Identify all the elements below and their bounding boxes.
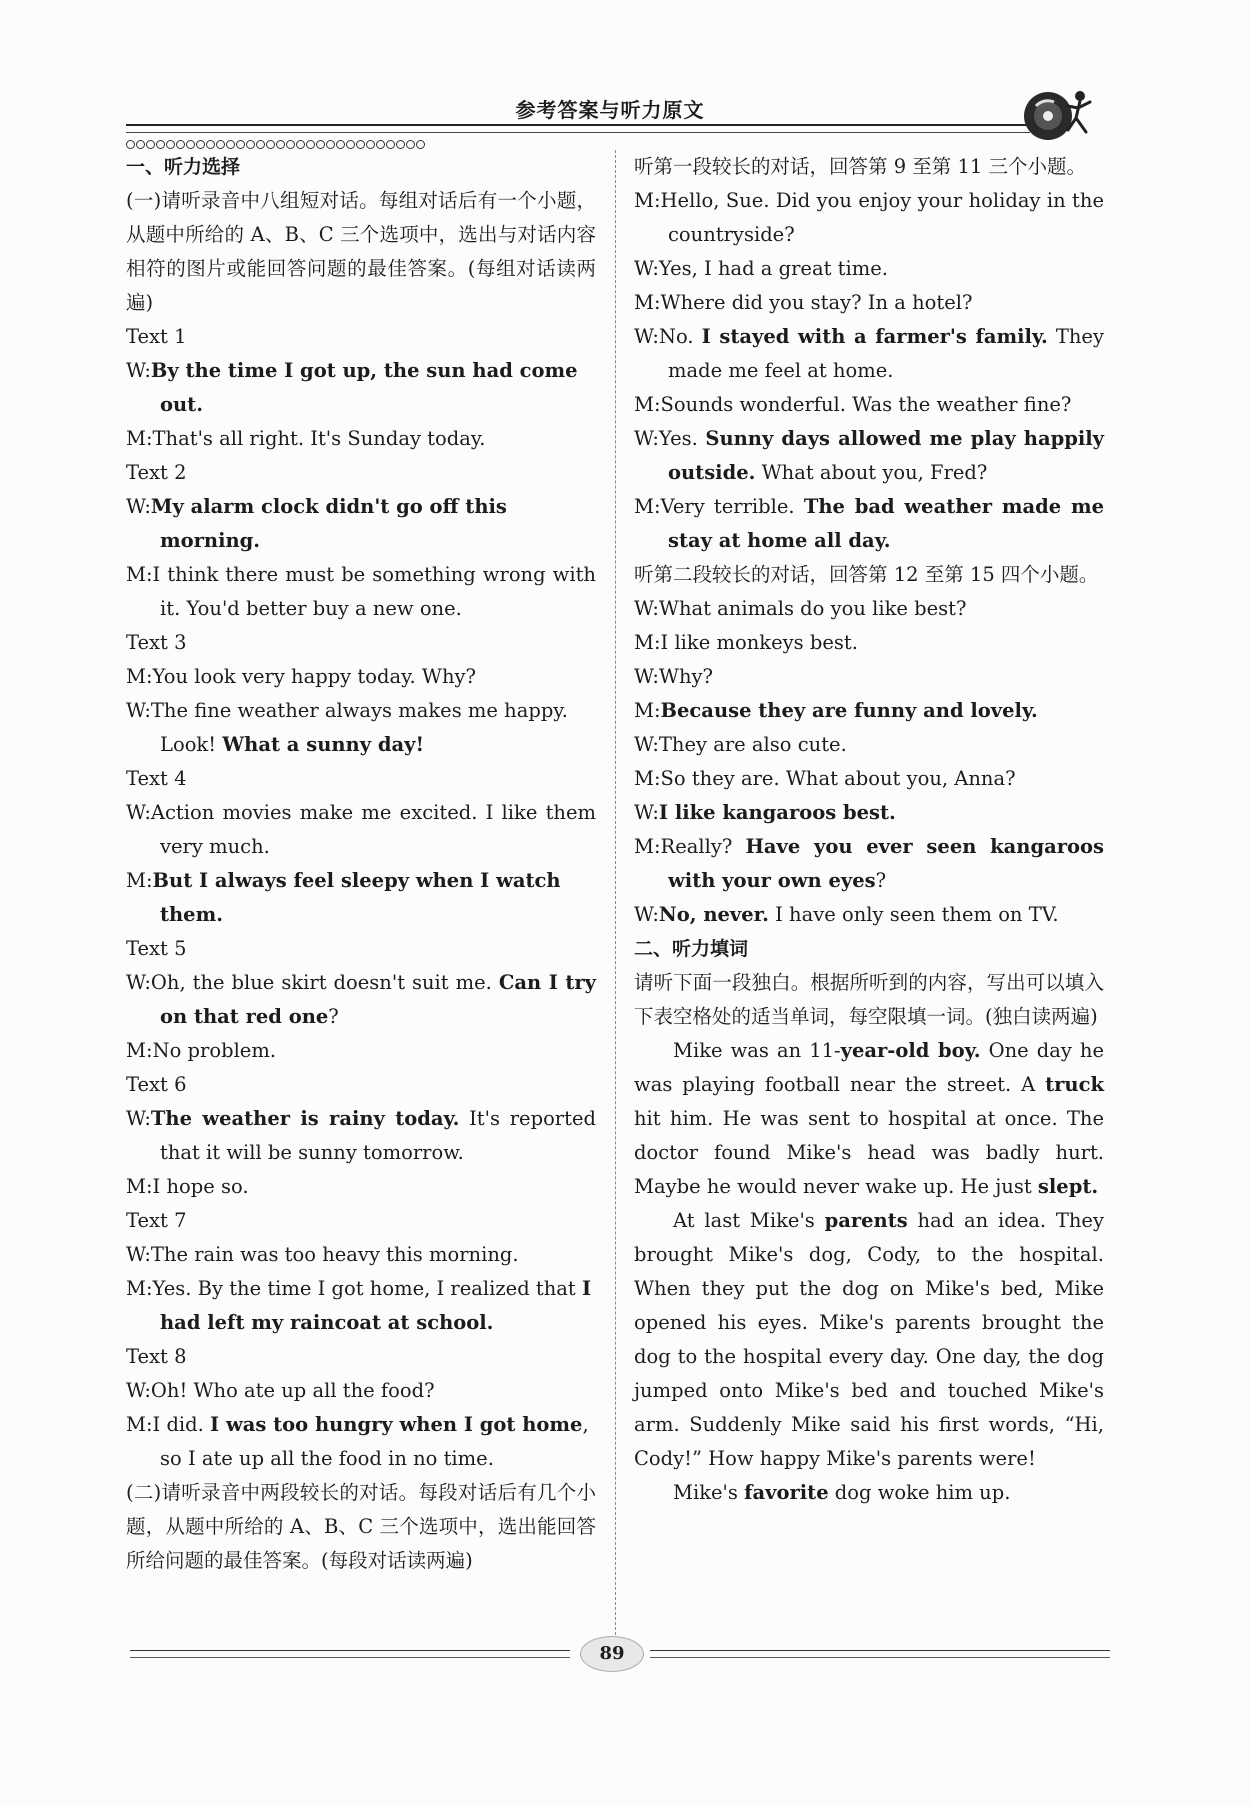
dialogue-line: W:The fine weather always makes me happy. Look! What a sunny day! [126, 699, 568, 756]
dialogue-line: W:Why? [634, 665, 713, 688]
dialogue-line: M:Yes. By the time I got home, I realized that I had left my raincoat at school. [126, 1277, 592, 1334]
dialogue-line: M:Very terrible. The bad weather made me stay at home all day. [634, 495, 1104, 552]
dialogue-intro: 听第一段较长的对话，回答第 9 至第 11 三个小题。 [634, 155, 1087, 178]
dialogue-line: M:I did. I was too hungry when I got home, so I ate up all the food in no time. [126, 1413, 589, 1470]
dialogue-line: M:I hope so. [126, 1175, 249, 1198]
dialogue-line: M:Sounds wonderful. Was the weather fine? [634, 393, 1072, 416]
text-label: Text 1 [126, 325, 187, 348]
left-column [126, 150, 596, 1578]
right-column [634, 150, 1104, 1510]
dialogue-line: W:Yes, I had a great time. [634, 257, 888, 280]
footer-rule-left [130, 1650, 570, 1658]
dialogue-line: W:By the time I got up, the sun had come out. [126, 359, 578, 416]
dialogue-line: W:No, never. I have only seen them on TV. [634, 903, 1059, 926]
dialogue-line: W:No. I stayed with a farmer's family. They made me feel at home. [634, 325, 1104, 382]
section-heading-listening-fill: 二、听力填词 [634, 938, 749, 960]
dialogue-line: M:Where did you stay? In a hotel? [634, 291, 973, 314]
text-label: Text 2 [126, 461, 187, 484]
dialogue-line: W:My alarm clock didn't go off this morning. [126, 495, 507, 552]
footer-rule-right [650, 1650, 1110, 1658]
text-label: Text 4 [126, 767, 187, 790]
header-rule [126, 124, 1030, 133]
monologue-paragraph: Mike's favorite dog woke him up. [673, 1481, 1011, 1504]
dialogue-line: M:You look very happy today. Why? [126, 665, 476, 688]
instruction-part3: 请听下面一段独白。根据所听到的内容，写出可以填入下表空格处的适当单词，每空限填一词。(独白读两遍) [634, 971, 1104, 1028]
dialogue-line: W:I like kangaroos best. [634, 801, 896, 824]
dialogue-line: M:That's all right. It's Sunday today. [126, 427, 486, 450]
cd-figure-logo-icon [1014, 84, 1100, 144]
monologue-paragraph: Mike was an 11-year-old boy. One day he was playing football near the street. A truck hit him. He was sent to hospital at once. The doctor found Mike's head was badly hurt. Maybe he would never wake up. He just slept. [634, 1039, 1104, 1198]
dialogue-line: W:Oh! Who ate up all the food? [126, 1379, 435, 1402]
dialogue-line: M:I think there must be something wrong with it. You'd better buy a new one. [126, 563, 596, 620]
dialogue-line: M:Really? Have you ever seen kangaroos with your own eyes? [634, 835, 1104, 892]
instruction-part2: (二)请听录音中两段较长的对话。每段对话后有几个小题，从题中所给的 A、B、C 三个选项中，选出能回答所给问题的最佳答案。(每段对话读两遍) [126, 1481, 596, 1572]
dialogue-line: M:So they are. What about you, Anna? [634, 767, 1016, 790]
text-label: Text 3 [126, 631, 187, 654]
dialogue-line: W:The rain was too heavy this morning. [126, 1243, 519, 1266]
dialogue-line: W:They are also cute. [634, 733, 847, 756]
header-bead-ornament [126, 134, 456, 146]
text-label: Text 8 [126, 1345, 187, 1368]
monologue-paragraph: At last Mike's parents had an idea. They brought Mike's dog, Cody, to the hospital. When they put the dog on Mike's bed, Mike opened his eyes. Mike's parents brought the dog to the hospital every day. One day, the dog jumped onto Mike's bed and touched Mike's arm. Suddenly Mike said his first words, “Hi, Cody!” How happy Mike's parents were! [634, 1209, 1104, 1470]
dialogue-line: W:What animals do you like best? [634, 597, 967, 620]
header-title: 参考答案与听力原文 [515, 98, 705, 122]
page-footer [130, 1636, 1110, 1676]
text-label: Text 5 [126, 937, 187, 960]
dialogue-line: M:But I always feel sleepy when I watch them. [126, 869, 561, 926]
text-label: Text 7 [126, 1209, 187, 1232]
page-number: 89 [580, 1636, 644, 1672]
page-header [120, 84, 1100, 136]
instruction-part1: (一)请听录音中八组短对话。每组对话后有一个小题，从题中所给的 A、B、C 三个选项中，选出与对话内容相符的图片或能回答问题的最佳答案。(每组对话读两遍) [126, 189, 596, 314]
dialogue-line: W:Oh, the blue skirt doesn't suit me. Can I try on that red one? [126, 971, 596, 1028]
dialogue-line: M:No problem. [126, 1039, 277, 1062]
dialogue-line: W:The weather is rainy today. It's reported that it will be sunny tomorrow. [126, 1107, 596, 1164]
text-label: Text 6 [126, 1073, 187, 1096]
section-heading-listening-choice: 一、听力选择 [126, 156, 241, 178]
dialogue-line: M:I like monkeys best. [634, 631, 858, 654]
dialogue-line: W:Yes. Sunny days allowed me play happily outside. What about you, Fred? [634, 427, 1105, 484]
dialogue-line: W:Action movies make me excited. I like them very much. [126, 801, 596, 858]
column-divider [615, 150, 616, 1640]
dialogue-line: M:Because they are funny and lovely. [634, 699, 1038, 722]
dialogue-intro: 听第二段较长的对话，回答第 12 至第 15 四个小题。 [634, 563, 1099, 586]
dialogue-line: M:Hello, Sue. Did you enjoy your holiday in the countryside? [634, 189, 1104, 246]
